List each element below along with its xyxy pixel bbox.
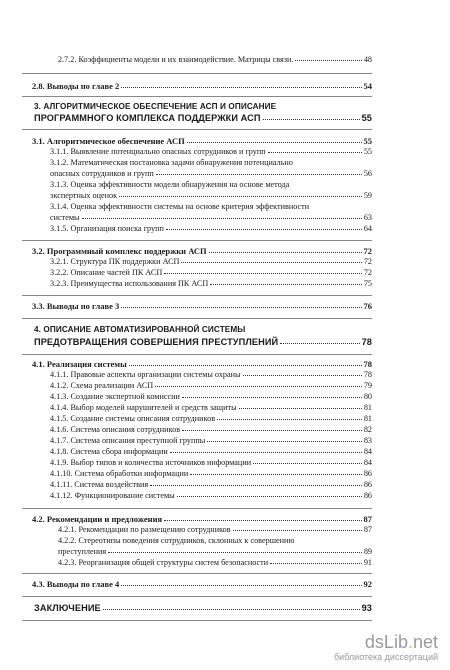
toc-entry — [58, 558, 372, 567]
dot-leader — [182, 430, 362, 431]
chapter-heading — [34, 113, 372, 123]
toc-entry-title: 4.1.2. Схема реализации АСП — [50, 381, 154, 390]
dot-leader — [295, 60, 361, 61]
toc-page-number: 81 — [363, 403, 372, 412]
toc-entry — [50, 257, 372, 266]
toc-page-number: 87 — [363, 525, 372, 534]
dot-leader — [170, 452, 362, 453]
dot-leader — [177, 496, 362, 497]
toc-entry-title: 4.1.7. Система описания преступной группы — [50, 436, 206, 445]
toc-entry-title: 4.1.12. Функционирование системы — [50, 491, 175, 500]
toc-entry-title: 3.1.5. Организация поиска групп — [50, 224, 164, 233]
toc-entry-title: 3.2. Программный комплекс поддержки АСП — [32, 246, 207, 256]
dot-leader — [268, 152, 362, 153]
divider — [22, 73, 372, 74]
dot-leader — [121, 307, 361, 308]
toc-entry — [50, 392, 372, 401]
toc-page-number: 82 — [363, 425, 372, 434]
toc-entry-title: ПРОГРАММНОГО КОМПЛЕКСА ПОДДЕРЖКИ АСП — [34, 113, 261, 123]
toc-entry — [50, 370, 372, 379]
dot-leader — [156, 174, 362, 175]
toc-page-number: 86 — [363, 491, 372, 500]
toc-page-number: 80 — [363, 392, 372, 401]
toc-entry — [50, 447, 372, 456]
toc-page-number: 78 — [363, 359, 372, 369]
toc-entry-title: 4.1.4. Выбор моделей нарушителей и средств защиты — [50, 403, 237, 412]
toc-entry-title: преступления — [58, 547, 107, 556]
toc-entry — [50, 491, 372, 500]
toc-entry-title: 3.1. Алгоритмическое обеспечение АСП — [32, 136, 185, 146]
dot-leader — [103, 609, 360, 610]
toc-page-number: 91 — [363, 558, 372, 567]
toc-entry-title: 4.1.9. Выбор типов и количества источников информации — [50, 458, 252, 467]
dot-leader — [155, 386, 362, 387]
toc-entry-title: 3.2.2. Описание частей ПК АСП — [50, 268, 163, 277]
dot-leader — [263, 119, 360, 120]
toc-entry — [50, 279, 372, 288]
toc-page-number: 48 — [363, 55, 372, 64]
toc-page-number: 72 — [363, 268, 372, 277]
divider — [22, 240, 372, 241]
divider — [22, 129, 372, 130]
toc-entry-title: 4.2. Рекомендации и предложения — [32, 514, 163, 524]
dot-leader — [217, 419, 362, 420]
dot-leader — [210, 284, 362, 285]
toc-page-number: 86 — [363, 469, 372, 478]
toc-entry — [50, 436, 372, 445]
toc-page-number: 54 — [363, 81, 372, 91]
dot-leader — [129, 365, 362, 366]
toc-entry — [50, 414, 372, 423]
toc-entry-title-line: 4.2.2. Стереотипы поведения сотрудников, склонных к совершению — [58, 536, 295, 545]
watermark-subtitle: библиотека диссертаций — [333, 652, 438, 662]
dot-leader — [166, 229, 362, 230]
toc-page-number: 79 — [363, 381, 372, 390]
dot-leader — [182, 397, 362, 398]
toc-page-number: 78 — [363, 370, 372, 379]
dot-leader — [108, 552, 362, 553]
toc-entry-title-line: 3.1.2. Математическая постановка задачи обнаружения потенциально — [50, 158, 293, 167]
toc-entry-title: 4.1.1. Правовые аспекты организации системы охраны — [50, 370, 241, 379]
toc-entry-title: 4.1.10. Система обработки информации — [50, 469, 189, 478]
dot-leader — [121, 87, 361, 88]
watermark-logo-left: dsLib — [364, 632, 408, 652]
toc-entry-title: ЗАКЛЮЧЕНИЕ — [34, 603, 101, 613]
divider — [22, 573, 372, 574]
toc-page-number: 83 — [363, 436, 372, 445]
toc-entry-title: экспертных оценок — [50, 191, 118, 200]
dot-leader — [239, 408, 362, 409]
dot-leader — [164, 273, 362, 274]
chapter-heading-line: 3. АЛГОРИТМИЧЕСКОЕ ОБЕСПЕЧЕНИЕ АСП И ОПИСАНИЕ — [34, 102, 277, 111]
toc-entry — [50, 224, 372, 233]
toc-entry — [50, 213, 372, 222]
toc-page-number: 78 — [361, 337, 372, 347]
dot-leader — [207, 441, 362, 442]
toc-entry-title: 4.3. Выводы по главе 4 — [32, 579, 120, 589]
dot-leader — [119, 196, 362, 197]
dot-leader — [270, 563, 362, 564]
toc-entry-title-line: 3.1.3. Оценка эффективности модели обнаружения на основе метода — [50, 180, 290, 189]
dot-leader — [164, 520, 361, 521]
dot-leader — [233, 530, 362, 531]
toc-entry-title: 4.1.11. Система воздействия — [50, 480, 149, 489]
toc-entry-title: 4.2.3. Реорганизация общей структуры систем безопасности — [58, 558, 269, 567]
toc-entry — [50, 381, 372, 390]
toc-entry-title: опасных сотрудников и групп — [50, 169, 154, 178]
toc-entry-title: 3.2.1. Структура ПК поддержки АСП — [50, 257, 180, 266]
dot-leader — [190, 474, 362, 475]
toc-page-number: 92 — [363, 579, 372, 589]
dot-leader — [181, 262, 361, 263]
toc-entry — [50, 191, 372, 200]
dot-leader — [253, 463, 362, 464]
watermark-logo-right: net — [412, 632, 438, 652]
chapter-heading-line: 4. ОПИСАНИЕ АВТОМАТИЗИРОВАННОЙ СИСТЕМЫ — [34, 325, 246, 334]
dot-leader — [209, 252, 362, 253]
toc-entry-title: 4.1.5. Создание системы описания сотрудников — [50, 414, 216, 423]
toc-entry-title: 2.7.2. Коэффициенты модели и их взаимодействие. Матрицы связи. — [58, 55, 294, 64]
toc-entry-title: 2.8. Выводы по главе 2 — [32, 81, 120, 91]
toc-entry-title: 3.3. Выводы по главе 3 — [32, 301, 120, 311]
toc-page-number: 84 — [363, 447, 372, 456]
toc-page-number: 59 — [363, 191, 372, 200]
toc-page-number: 55 — [363, 136, 372, 146]
toc-entry — [50, 480, 372, 489]
toc-entry — [58, 547, 372, 556]
divider — [22, 508, 372, 509]
toc-page-number: 55 — [361, 113, 372, 123]
toc-entry-title: 4.1. Реализация системы — [32, 359, 127, 369]
toc-entry — [32, 81, 372, 91]
divider — [22, 596, 372, 597]
toc-page-number: 64 — [363, 224, 372, 233]
toc-page-number: 75 — [363, 279, 372, 288]
divider — [22, 354, 372, 355]
dot-leader — [150, 485, 362, 486]
toc-entry — [50, 403, 372, 412]
toc-entry — [58, 525, 372, 534]
toc-page-number: 84 — [363, 458, 372, 467]
toc-page-number: 89 — [363, 547, 372, 556]
toc-entry — [58, 55, 372, 64]
toc-page-number: 86 — [363, 480, 372, 489]
dot-leader — [121, 585, 361, 586]
toc-entry — [50, 425, 372, 434]
toc-page-number: 87 — [363, 514, 372, 524]
toc-entry-title: 4.2.1. Рекомендации по размещению сотрудников — [58, 525, 231, 534]
toc-entry — [50, 469, 372, 478]
toc-entry-title: 3.2.3. Преимущества использования ПК АСП — [50, 279, 209, 288]
toc-entry-title-line: 3.1.4. Оценка эффективности системы на основе критерия эффективности — [50, 202, 310, 211]
toc-entry-title: ПРЕДОТВРАЩЕНИЯ СОВЕРШЕНИЯ ПРЕСТУПЛЕНИЙ — [34, 337, 279, 347]
divider — [22, 295, 372, 296]
toc-page-number: 93 — [361, 603, 372, 613]
toc-entry-title: 4.1.3. Создание экспертной комиссии — [50, 392, 180, 401]
toc-entry — [32, 136, 372, 146]
toc-page-number: 76 — [363, 301, 372, 311]
toc-page-number: 63 — [363, 213, 372, 222]
toc-entry — [32, 514, 372, 524]
toc-page-number: 81 — [363, 414, 372, 423]
toc-entry-title: системы — [50, 213, 80, 222]
toc-entry — [34, 603, 372, 613]
watermark — [334, 633, 438, 662]
dot-leader — [82, 218, 362, 219]
toc-entry — [50, 169, 372, 178]
toc-entry-title: 4.1.8. Система сбора информации — [50, 447, 168, 456]
toc-page-number: 56 — [363, 169, 372, 178]
divider — [22, 620, 372, 621]
toc-entry — [32, 301, 372, 311]
toc-entry-title: 3.1.1. Выявление потенциально опасных сотрудников и групп — [50, 147, 266, 156]
toc-entry-title: 4.1.6. Система описания сотрудников — [50, 425, 181, 434]
toc-page-number: 55 — [363, 147, 372, 156]
toc-entry — [50, 147, 372, 156]
dot-leader — [280, 343, 359, 344]
toc-entry — [50, 458, 372, 467]
chapter-heading — [34, 337, 372, 347]
toc-page-number: 72 — [363, 246, 372, 256]
watermark-logo-dot: . — [407, 632, 413, 652]
toc-entry — [32, 579, 372, 589]
toc-entry — [32, 246, 372, 256]
toc-page-number: 72 — [363, 257, 372, 266]
toc-entry — [50, 268, 372, 277]
toc-entry — [32, 359, 372, 369]
dot-leader — [243, 375, 362, 376]
watermark-logo — [334, 633, 438, 651]
dot-leader — [187, 142, 362, 143]
divider — [22, 318, 372, 319]
divider — [22, 96, 372, 97]
